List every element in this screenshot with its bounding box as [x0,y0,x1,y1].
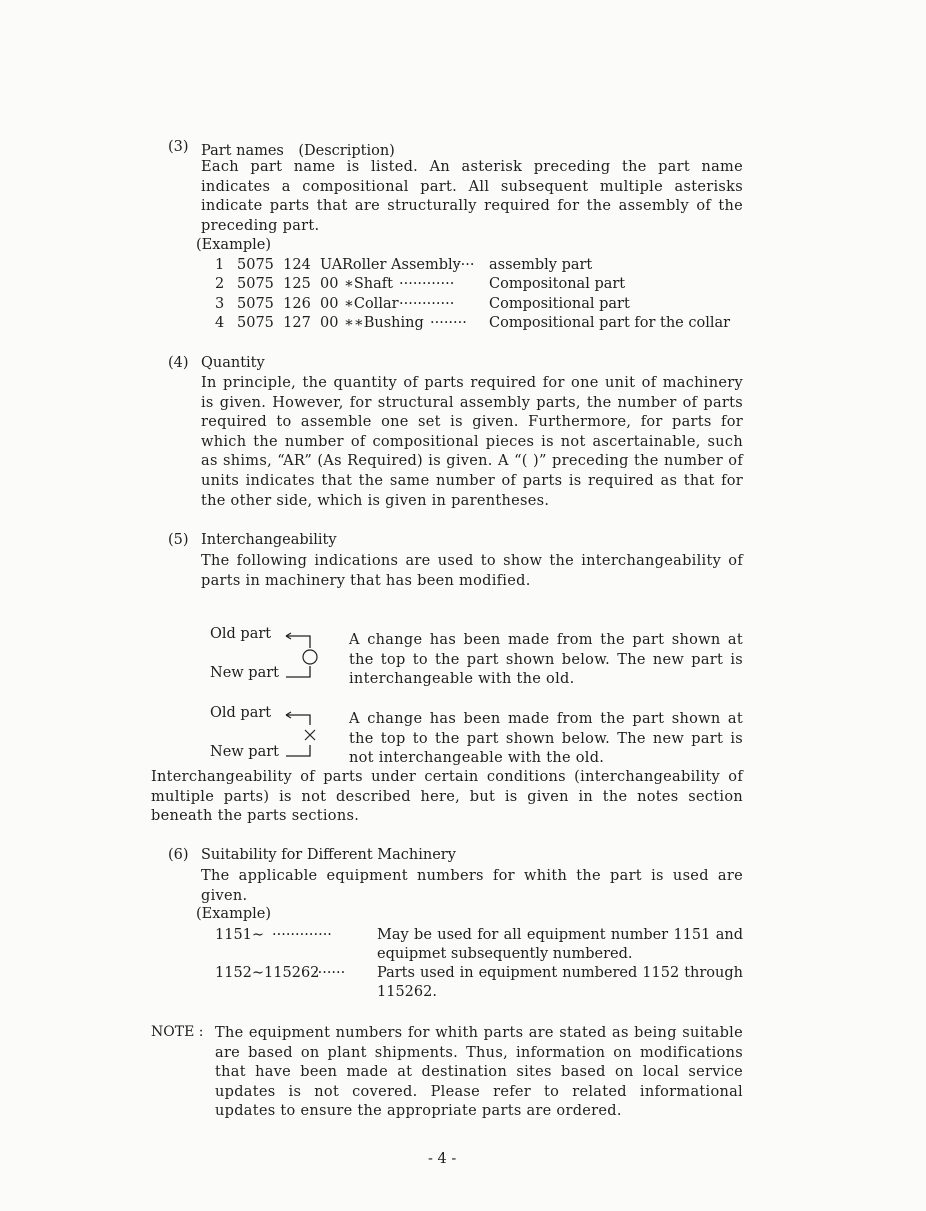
new-part-label: New part [210,744,279,760]
row-leader-dots: ············ [399,276,455,292]
section-6-number: (6) [168,847,189,863]
row-number: 2 [215,276,225,292]
table-row [0,276,926,296]
row-leader-dots: ···· [456,257,475,273]
row-leader-dots: ········ [430,315,467,331]
not-interchangeable-cross-icon [282,705,322,763]
new-part-label: New part [210,665,279,681]
row-part-number: 5075 125 00 [237,276,339,292]
section-4-title: Quantity [201,355,265,371]
old-part-label: Old part [210,626,272,642]
equipment-description: Parts used in equipment numbered 1152 through [377,965,743,981]
interchangeability-note: Interchangeability of parts under certain conditions (interchangeability of multiple parts) is not described here, but is given in the notes section beneath the parts sections. [151,769,743,825]
row-number: 1 [215,257,225,273]
section-3-title: Part names (Description) [201,143,395,159]
section-6-body: The applicable equipment numbers for whith the part is used are given. [201,868,743,904]
table-row [0,315,926,335]
row-number: 4 [215,315,225,331]
section-5-body: The following indications are used to show the interchangeability of parts in machinery that has been modified. [201,553,743,589]
interchangeable-description: A change has been made from the part shown at the top to the part shown below. The new part is interchangeable with the old. [349,632,743,688]
row-part-name: ∗Shaft [344,276,393,292]
section-3-number: (3) [168,139,189,155]
equipment-description-cont: 115262. [377,984,437,1000]
row-part-name: ∗Collar [344,296,399,312]
note-text: The equipment numbers for whith parts are stated as being suitable are based on plant shipments. Thus, information on modifications that have been made at destination sites based on local service updates is not covered. Please refer to related informational updates to ensure the appropriate parts are ordered. [215,1025,743,1120]
list-item [0,927,926,967]
equipment-range: 1152∼115262 [215,965,320,981]
row-description: assembly part [489,257,593,273]
section-4-number: (4) [168,355,189,371]
note-label: NOTE : [151,1024,204,1040]
row-leader-dots: ············ [399,296,455,312]
equipment-description: May be used for all equipment number 1151 and [377,927,743,943]
row-description: Compositional part [489,296,630,312]
row-part-number: 5075 124 UA [237,257,343,273]
section-5-number: (5) [168,532,189,548]
table-row [0,257,926,277]
row-leader-dots: ······· [313,965,346,981]
equipment-description-cont: equipmet subsequently numbered. [377,946,633,962]
row-description: Compositional part for the collar [489,315,731,331]
row-description: Compositonal part [489,276,626,292]
list-item [0,965,926,1005]
row-number: 3 [215,296,225,312]
section-5-title: Interchangeability [201,532,337,548]
section-3-body: Each part name is listed. An asterisk preceding the part name indicates a compositional part. All subsequent multiple asterisks indicate parts that are structurally required for the assembly of the preceding part. [201,159,743,234]
equipment-range: 1151∼ [215,927,265,943]
not-interchangeable-description: A change has been made from the part shown at the top to the part shown below. The new part is not interchangeable with the old. [349,711,743,767]
row-leader-dots: ············· [272,927,332,943]
table-row [0,296,926,316]
section-4-body: In principle, the quantity of parts required for one unit of machinery is given. However, for structural assembly parts, the number of parts required to assemble one set is given. Furthermore, for parts for which the number of compositional pieces is not ascertainable, such as shims, “AR” (As Required) is given. A “( )” preceding the number of units indicates that the same number of parts is required as that for the other side, which is given in parentheses. [201,375,743,509]
section-6-example-label: (Example) [196,906,271,922]
section-3-example-label: (Example) [196,237,271,253]
old-part-label: Old part [210,705,272,721]
row-part-number: 5075 126 00 [237,296,339,312]
row-part-name: Roller Assembly [342,257,461,273]
section-6-title: Suitability for Different Machinery [201,847,456,863]
row-part-number: 5075 127 00 [237,315,339,331]
row-part-name: ∗∗Bushing [344,315,424,331]
page-number: - 4 - [428,1151,457,1167]
interchangeable-circle-icon [282,626,322,684]
